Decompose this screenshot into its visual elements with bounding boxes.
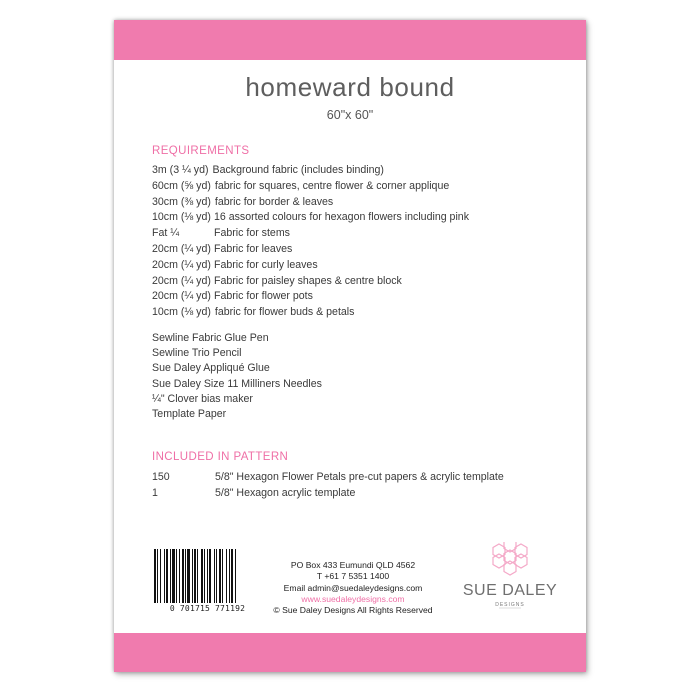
requirement-quantity: 20cm (¼ yd) (152, 290, 211, 303)
requirement-quantity: 3m (3 ¼ yd) (152, 164, 209, 176)
included-item (152, 486, 504, 502)
requirements-list (152, 163, 469, 321)
notion-item: Sue Daley Size 11 Milliners Needles (152, 377, 322, 390)
requirement-quantity: 20cm (¼ yd) (152, 274, 211, 287)
website-link[interactable]: www.suedaleydesigns.com (301, 593, 405, 604)
pattern-card (114, 20, 586, 672)
copyright-notice: © Sue Daley Designs All Rights Reserved (273, 605, 433, 616)
barcode (150, 549, 265, 612)
requirement-description: fabric for border & leaves (214, 195, 334, 208)
included-description: 5/8" Hexagon acrylic template (215, 486, 356, 499)
requirements-heading: REQUIREMENTS (152, 145, 250, 157)
requirement-row (152, 289, 469, 305)
requirement-quantity: 60cm (⅝ yd) (152, 179, 211, 192)
notion-item: Template Paper (152, 407, 227, 420)
requirement-quantity: 30cm (⅜ yd) (152, 195, 211, 208)
requirement-quantity: Fat ¼ (152, 227, 180, 240)
requirement-row (152, 274, 469, 290)
top-pink-band (114, 20, 586, 60)
notion-item: ¼" Clover bias maker (152, 392, 253, 405)
included-quantity: 150 (152, 471, 170, 483)
requirement-row (152, 210, 469, 226)
logo-subtitle: DESIGNS (495, 602, 525, 608)
included-quantity: 1 (152, 486, 158, 499)
email-address: Email admin@suedaleydesigns.com (283, 582, 423, 593)
notion-item: Sue Daley Appliqué Glue (152, 362, 270, 375)
pattern-title: homeward bound (245, 72, 455, 102)
phone-number: T +61 7 5351 1400 (316, 571, 390, 582)
postal-address: PO Box 433 Eumundi QLD 4562 (290, 560, 416, 570)
requirement-description: Fabric for stems (214, 227, 290, 240)
included-item (152, 470, 504, 486)
requirement-quantity: 10cm (⅛ yd) (152, 306, 211, 319)
included-list (152, 470, 504, 501)
quilt-size: 60"x 60" (326, 108, 374, 122)
included-heading: INCLUDED IN PATTERN (152, 451, 289, 463)
requirement-row (152, 179, 469, 195)
requirement-row (152, 226, 469, 242)
requirement-row (152, 195, 469, 211)
notion-item: Sewline Fabric Glue Pen (152, 332, 269, 344)
requirement-description: fabric for flower buds & petals (214, 306, 355, 319)
bottom-pink-band (114, 633, 586, 672)
requirement-quantity: 10cm (⅛ yd) (152, 211, 211, 224)
requirement-quantity: 20cm (¼ yd) (152, 258, 211, 271)
requirement-description: fabric for squares, centre flower & corner applique (214, 179, 450, 192)
requirement-row (152, 163, 469, 179)
requirement-description: Fabric for flower pots (214, 290, 313, 303)
requirement-quantity: 20cm (¼ yd) (152, 242, 211, 255)
requirement-description: Fabric for paisley shapes & centre block (214, 274, 402, 287)
included-description: 5/8" Hexagon Flower Petals pre-cut papers & acrylic template (215, 471, 504, 483)
sue-daley-logo (455, 542, 565, 614)
notion-item: Sewline Trio Pencil (152, 347, 242, 360)
requirement-description: Fabric for leaves (214, 242, 293, 255)
contact-block (268, 560, 438, 616)
requirement-description: Fabric for curly leaves (214, 258, 318, 271)
notions-list (152, 331, 322, 422)
requirement-row (152, 242, 469, 258)
requirement-description: Background fabric (includes binding) (212, 164, 384, 176)
requirement-row (152, 305, 469, 321)
logo-name: SUE DALEY (462, 582, 558, 599)
barcode-number: 0 701715 771192 (169, 604, 246, 613)
barcode-bars (150, 549, 265, 605)
requirement-description: 16 assorted colours for hexagon flowers including pink (214, 211, 469, 224)
requirement-row (152, 258, 469, 274)
